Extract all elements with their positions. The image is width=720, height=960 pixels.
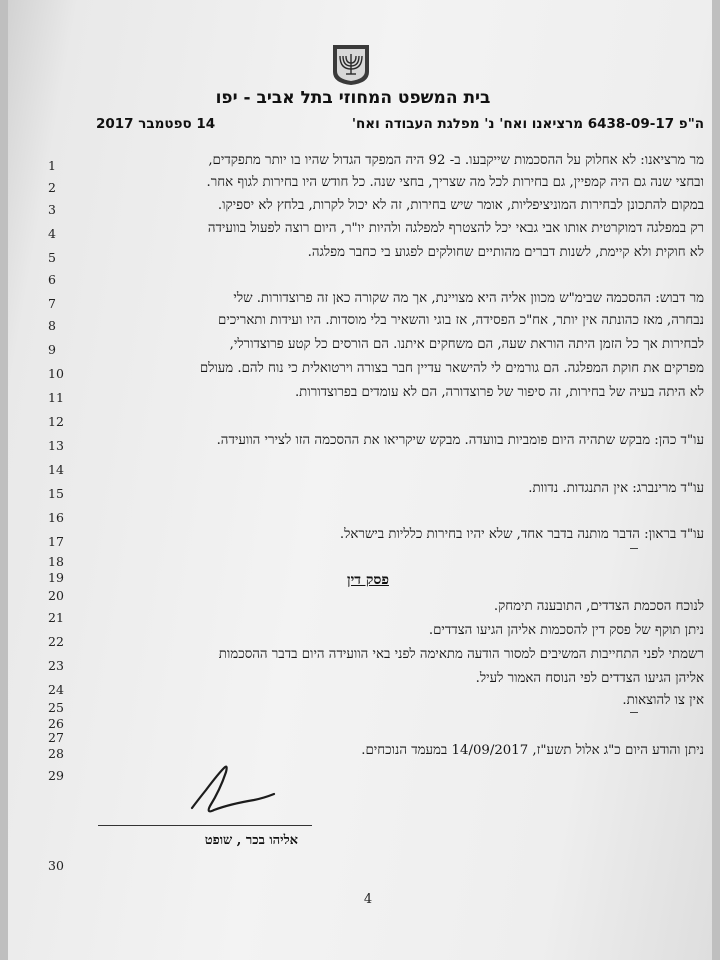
line-number: 19 bbox=[48, 570, 64, 585]
line-number: 16 bbox=[48, 510, 64, 525]
document-page bbox=[8, 0, 712, 960]
court-name: בית המשפט המחוזי בתל אביב - יפו bbox=[215, 88, 491, 108]
line-number: 26 bbox=[48, 716, 64, 731]
text-line: מפרקים את חוקת המפלגה. הם גורמים לי להישאר עדיין חבר בצורה וירטואלית כי נוח להם. מעולם bbox=[199, 361, 704, 376]
line-number: 24 bbox=[48, 682, 64, 697]
judge-signature bbox=[184, 760, 294, 820]
text-line: ובחצי שנה גם היה קמפיין, גם בחירות לכל מה שצריך, בחצי שנה. כל חודש היו בחירות לגוף אחר. bbox=[206, 175, 704, 190]
line-number: 6 bbox=[48, 272, 56, 287]
text-line: לא חוקית ולא קיימת, לשנות דברים מהותיים שחולקים לפגוע בי כחבר מפלגה. bbox=[307, 245, 704, 260]
signature-line bbox=[98, 825, 312, 826]
line-number: 27 bbox=[48, 730, 64, 745]
line-number: 11 bbox=[48, 390, 64, 405]
divider-mark bbox=[630, 712, 638, 713]
hearing-date: 14 ספטמבר 2017 bbox=[96, 116, 216, 132]
line-number: 7 bbox=[48, 296, 56, 311]
line-number: 15 bbox=[48, 486, 64, 501]
page-number: 4 bbox=[363, 892, 373, 907]
line-number: 9 bbox=[48, 342, 56, 357]
line-number: 14 bbox=[48, 462, 64, 477]
line-number: 22 bbox=[48, 634, 64, 649]
line-number: 18 bbox=[48, 554, 64, 569]
line-number: 21 bbox=[48, 610, 64, 625]
text-line: עו"ד בראון: הדבר מותנה בדבר אחד, שלא יהיו בחירות כלליות בישראל. bbox=[339, 527, 704, 542]
text-line: עו"ד מרינברג: אין התנגדות. נדוות. bbox=[528, 481, 704, 496]
line-number: 13 bbox=[48, 438, 64, 453]
text-line: אין צו להוצאות. bbox=[622, 693, 704, 708]
text-line: מר דבוש: ההסכמה שבימ"ש מכוון אליה היא מצויינת, אך מה שקורה כאן זה פרוצדורות. שלי bbox=[233, 291, 704, 306]
line-number: 10 bbox=[48, 366, 64, 381]
line-number: 17 bbox=[48, 534, 64, 549]
line-number: 20 bbox=[48, 588, 64, 603]
line-number: 12 bbox=[48, 414, 64, 429]
text-line: רק במפלגה דמוקרטית אותו אבי גבאי יכל להצטרף למפלגה ולהיות יו"ר, היום רוצה לפעול בוועידה bbox=[207, 221, 704, 236]
line-number: 29 bbox=[48, 768, 64, 783]
state-emblem-icon bbox=[330, 42, 372, 86]
text-line: ניתן והודע היום כ"ג אלול תשע"ז, 14/09/2017 במעמד הנוכחים. bbox=[361, 743, 704, 758]
line-number: 8 bbox=[48, 318, 56, 333]
text-line: עו"ד כהן: מבקש שתהיה היום פומביות בוועדה. מבקש שיקריאו את ההסכמה הזו לצירי הוועידה. bbox=[216, 433, 704, 448]
text-line: רשמתי לפני התחייבות המשיבים למסור הודעה מתאימה לפני באי הוועידה היום בדבר ההסכמות bbox=[218, 647, 704, 662]
line-number: 1 bbox=[48, 158, 56, 173]
line-number: 30 bbox=[48, 858, 64, 873]
text-line: במקום להתכונן לבחירות המוניציפליות, אומר שיש בחירות, זה לא יכול לקרות, בלחץ לא יספיקו. bbox=[217, 198, 704, 213]
text-line: לבחירות אך כל הזמן היתה הוראת שעה, הם משחקים איתנו. הם הורסים כל קטע פרוצדורלי, bbox=[229, 337, 704, 352]
case-title: ה"פ 6438-09-17 מרציאנו ואח' נ' מפלגת העבודה ואח' bbox=[351, 116, 704, 132]
line-number: 5 bbox=[48, 250, 56, 265]
text-line: לנוכח הסכמת הצדדים, התובענה תימחק. bbox=[493, 599, 704, 614]
text-line: מר מרציאנו: לא אחלוק על ההסכמות שייקבעו. ב- 92 היה המפקד הגדול שהיו בו יותר מתפקדים, bbox=[208, 153, 704, 168]
text-line: אליהן הגיעו הצדדים לפי הנוסח האמור לעיל. bbox=[475, 671, 704, 686]
line-number: 3 bbox=[48, 202, 56, 217]
line-number: 28 bbox=[48, 746, 64, 761]
line-number: 23 bbox=[48, 658, 64, 673]
line-number: 25 bbox=[48, 700, 64, 715]
divider-mark bbox=[630, 548, 638, 549]
line-number: 2 bbox=[48, 180, 56, 195]
text-line: ניתן תוקף של פסק דין להסכמות אליהן הגיעו הצדדים. bbox=[428, 623, 704, 638]
text-line: לא היתה בעיה של בחירות, זה סיפור של פרוצדורה, הם לא עומדים בפרוצדורות. bbox=[294, 385, 704, 400]
line-number: 4 bbox=[48, 226, 56, 241]
judge-name: אליהו בכר , שופט bbox=[204, 833, 298, 848]
text-line: נבחרה, מאז כהונתה אין יותר, אח"כ הפסידה, אז בוגי והשאיר בלי מוסדות. היו ועידות ותאריכים bbox=[218, 313, 704, 328]
verdict-title: פסק דין bbox=[347, 572, 389, 588]
